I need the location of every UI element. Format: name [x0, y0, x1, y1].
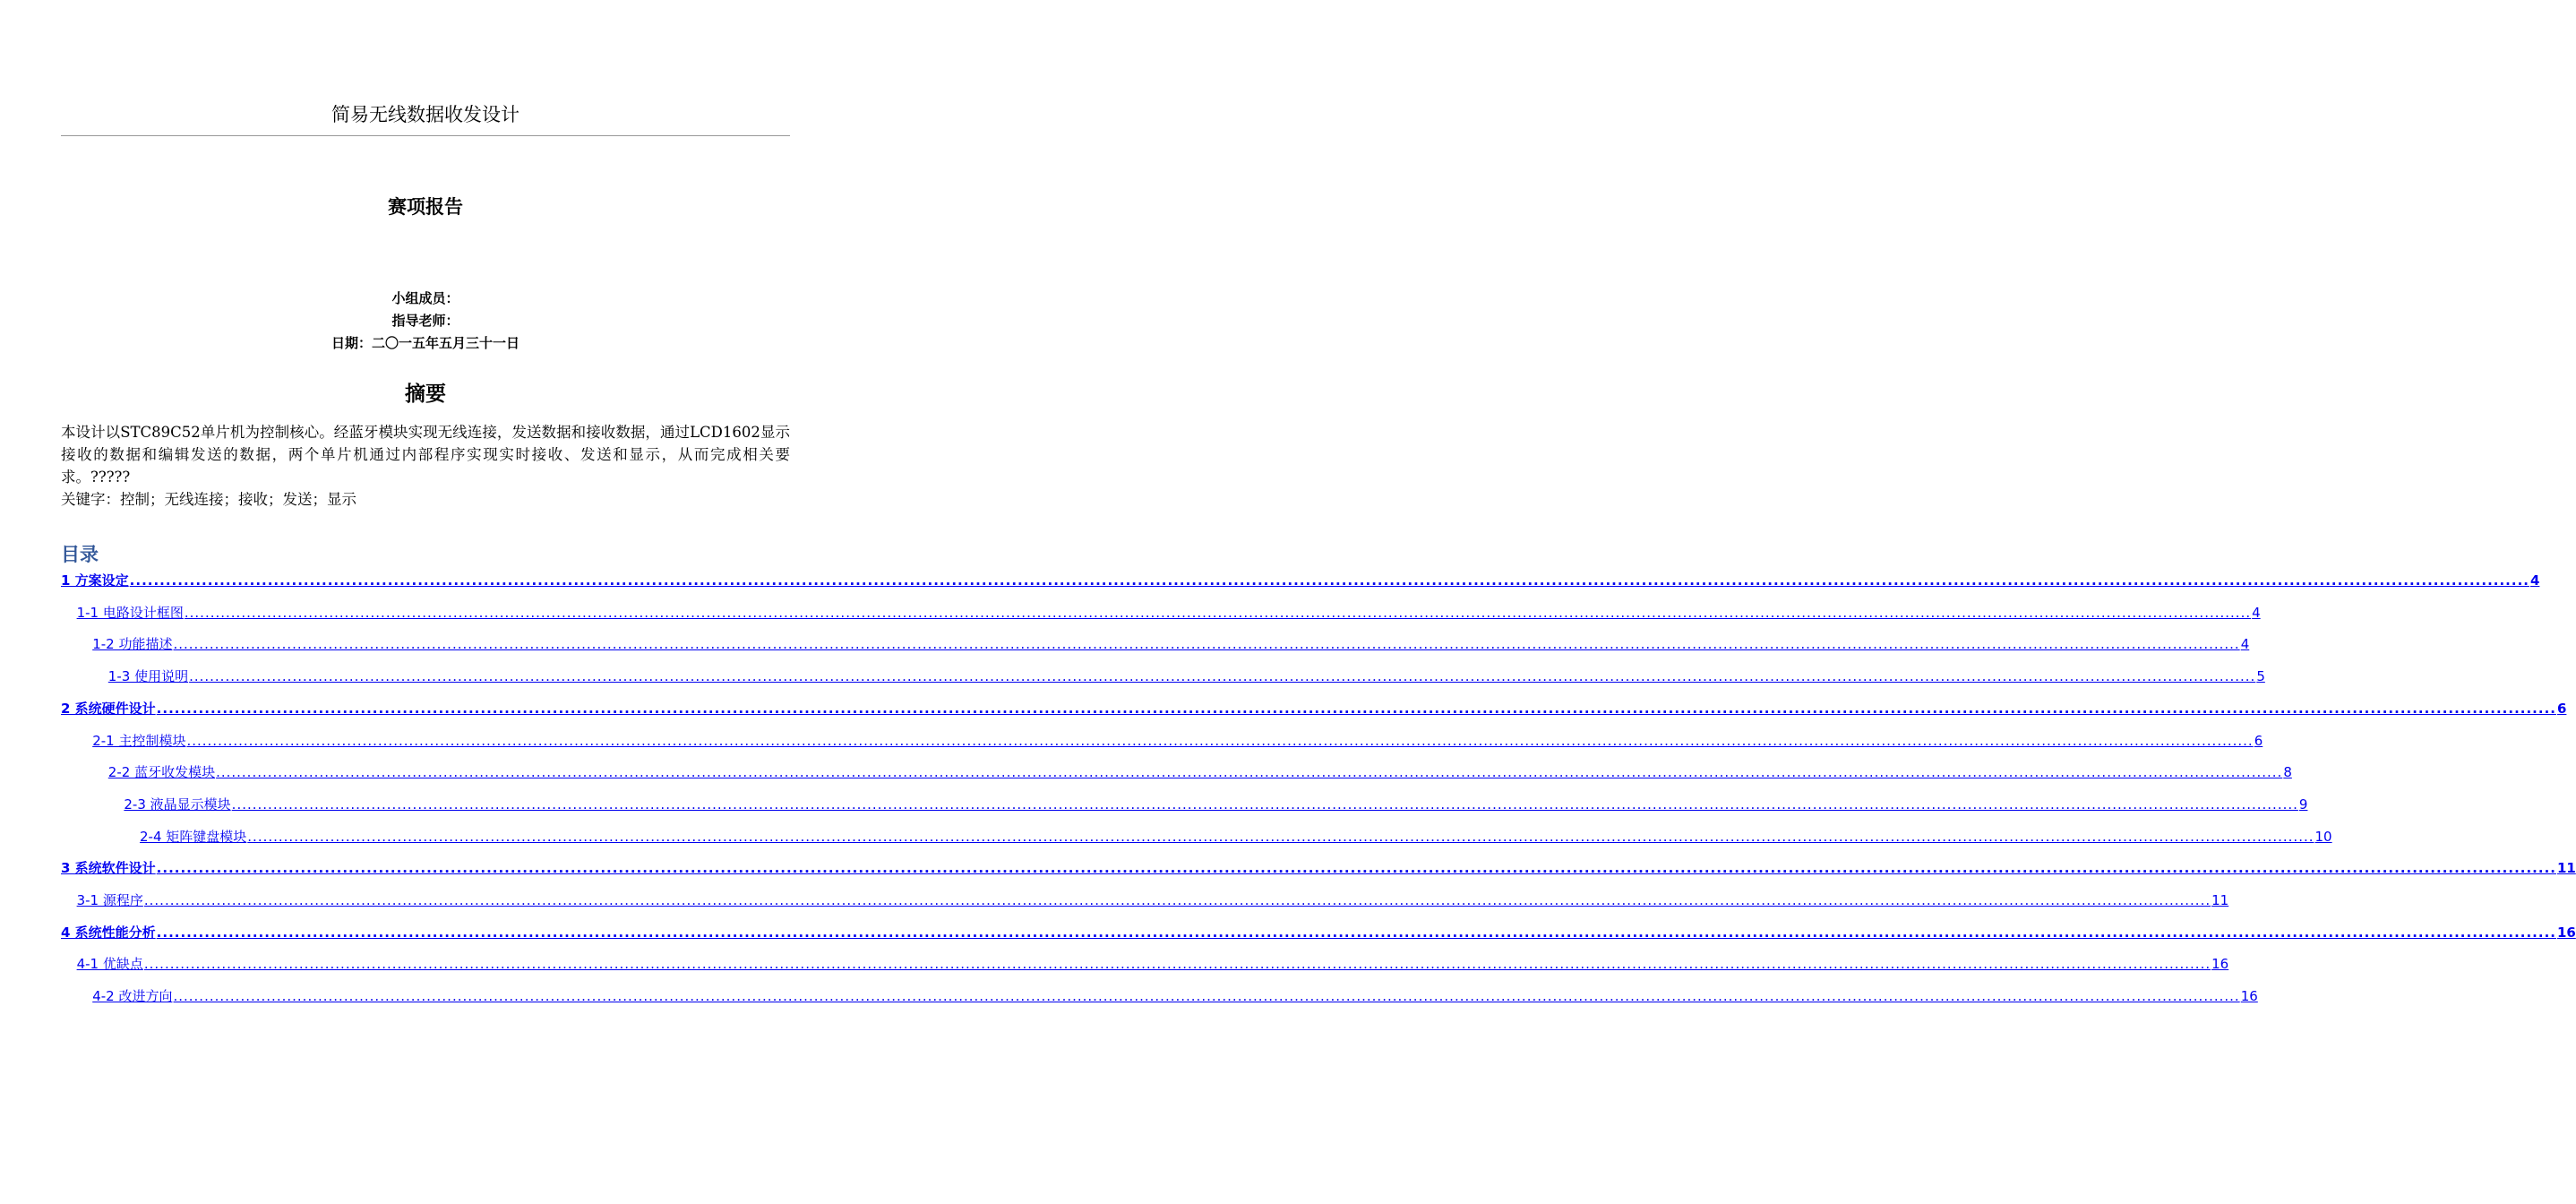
- toc-entry[interactable]: [92, 731, 2263, 751]
- abstract-heading: 摘要: [405, 383, 446, 406]
- toc-dot-leader: ................................................................................................................................................................................................................................................................................................................................................................................................................: [186, 732, 2254, 749]
- toc-dot-leader: ................................................................................................................................................................................................................................................................................................................................................................................................................: [173, 988, 2240, 1005]
- toc-entry-page-number: 4: [2252, 604, 2261, 621]
- toc-entry-page-number: 6: [2254, 732, 2263, 749]
- toc-entry[interactable]: [124, 795, 2308, 814]
- toc-entry-title: 1-3 使用说明: [107, 668, 189, 685]
- toc-entry[interactable]: [61, 699, 2567, 718]
- toc-entry-title: 1-1 电路设计框图: [76, 604, 184, 621]
- abstract-body: 本设计以STC89C52单片机为控制核心。经蓝牙模块实现无线连接，发送数据和接收数据，通过LCD1602显示接收的数据和编辑发送的数据，两个单片机通过内部程序实现实时接收、发送和显示，从而完成相关要求。?????: [61, 424, 790, 486]
- toc-dot-leader: ................................................................................................................................................................................................................................................................................................................................................................................................................: [173, 636, 2240, 653]
- advisor-label: 指导老师：: [391, 313, 459, 329]
- report-type-title: 赛项报告: [388, 196, 463, 218]
- toc-entry-page-number: 10: [2314, 828, 2332, 845]
- toc-entry[interactable]: [61, 858, 2576, 878]
- toc-entry[interactable]: [92, 634, 2250, 654]
- toc-entry-page-number: 16: [2556, 924, 2576, 941]
- toc-entry-title: 1 方案设定: [61, 572, 129, 589]
- toc-entry-title: 2-3 液晶显示模块: [124, 796, 231, 813]
- toc-entry-title: 2-2 蓝牙收发模块: [107, 764, 216, 781]
- toc-dot-leader: ................................................................................................................................................................................................................................................................................................................................................................................................................: [189, 668, 2256, 685]
- toc-entry-title: 4-2 改进方向: [92, 988, 173, 1005]
- toc-entry-page-number: 8: [2283, 764, 2292, 781]
- toc-entry-title: 3 系统软件设计: [61, 860, 156, 877]
- toc-entry[interactable]: [140, 827, 2332, 847]
- toc-heading: 目录: [61, 544, 99, 565]
- toc-entry-page-number: 4: [2240, 636, 2250, 653]
- toc-dot-leader: ................................................................................................................................................................................................................................................................................................................................................................................................................: [129, 572, 2529, 589]
- toc-dot-leader: ................................................................................................................................................................................................................................................................................................................................................................................................................: [247, 828, 2314, 845]
- toc-dot-leader: ................................................................................................................................................................................................................................................................................................................................................................................................................: [156, 924, 2556, 941]
- toc-dot-leader: ................................................................................................................................................................................................................................................................................................................................................................................................................: [231, 796, 2298, 813]
- toc-dot-leader: ................................................................................................................................................................................................................................................................................................................................................................................................................: [143, 956, 2211, 973]
- toc-entry[interactable]: [107, 762, 2292, 782]
- report-date: 日期：二〇一五年五月三十一日: [331, 335, 519, 351]
- toc-entry-title: 2-1 主控制模块: [92, 732, 186, 749]
- toc-entry[interactable]: [76, 954, 2229, 974]
- toc-entry-page-number: 16: [2211, 956, 2229, 973]
- toc-entry[interactable]: [61, 923, 2576, 942]
- toc-dot-leader: ................................................................................................................................................................................................................................................................................................................................................................................................................: [216, 764, 2283, 781]
- toc-entry-page-number: 9: [2298, 796, 2308, 813]
- toc-entry-title: 2 系统硬件设计: [61, 700, 156, 717]
- toc-entry[interactable]: [107, 666, 2265, 686]
- toc-entry-title: 1-2 功能描述: [92, 636, 173, 653]
- toc-dot-leader: ................................................................................................................................................................................................................................................................................................................................................................................................................: [156, 860, 2556, 877]
- keywords-line: 关键字：控制；无线连接；接收；发送；显示: [61, 491, 356, 508]
- toc-entry[interactable]: [92, 986, 2258, 1006]
- toc-entry-title: 4-1 优缺点: [76, 956, 143, 973]
- toc-entry-page-number: 11: [2211, 892, 2229, 908]
- toc-entry-page-number: 4: [2529, 572, 2540, 589]
- toc-dot-leader: ................................................................................................................................................................................................................................................................................................................................................................................................................: [156, 700, 2556, 717]
- toc-entry[interactable]: [76, 603, 2261, 623]
- header-divider: [61, 135, 790, 136]
- running-header-title: 简易无线数据收发设计: [331, 104, 519, 125]
- toc-entry-page-number: 6: [2556, 700, 2567, 717]
- toc-entry-page-number: 5: [2256, 668, 2265, 685]
- toc-entry-title: 4 系统性能分析: [61, 924, 156, 941]
- toc-entry-title: 2-4 矩阵键盘模块: [140, 828, 247, 845]
- toc-entry-page-number: 16: [2240, 988, 2258, 1005]
- toc-dot-leader: ................................................................................................................................................................................................................................................................................................................................................................................................................: [184, 604, 2252, 621]
- toc-dot-leader: ................................................................................................................................................................................................................................................................................................................................................................................................................: [143, 892, 2211, 908]
- toc-entry[interactable]: [76, 890, 2229, 910]
- toc-entry-title: 3-1 源程序: [76, 892, 143, 908]
- group-members-label: 小组成员：: [391, 290, 459, 306]
- toc-entry-page-number: 11: [2556, 860, 2576, 877]
- toc-entry[interactable]: [61, 571, 2540, 590]
